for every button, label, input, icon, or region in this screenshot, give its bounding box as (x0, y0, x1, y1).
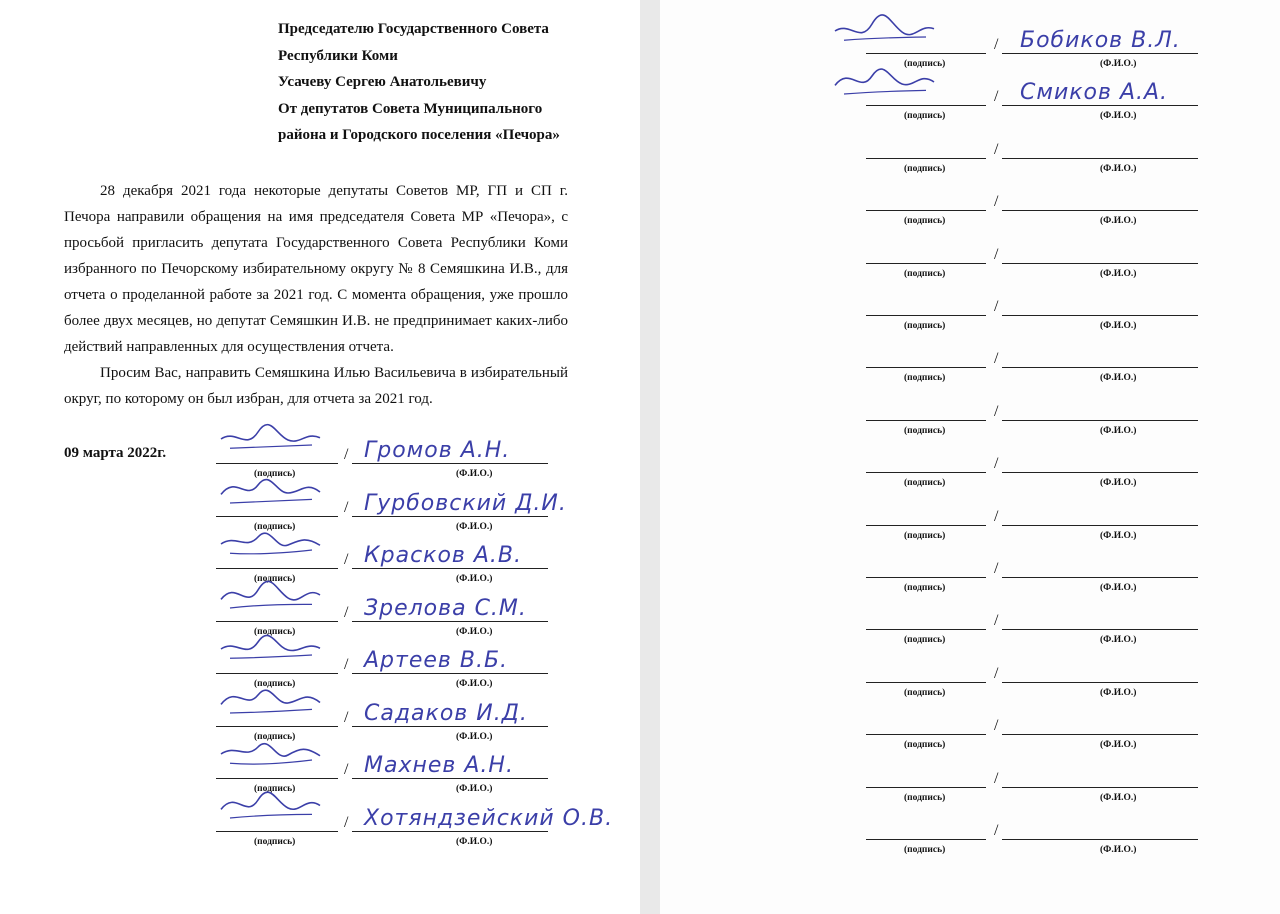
handwritten-signature (216, 622, 326, 672)
signature-line (866, 158, 986, 159)
signature-caption: (подпись) (904, 216, 946, 227)
fio-line (1002, 525, 1198, 526)
signature-caption: (подпись) (904, 59, 946, 69)
signature-caption: (подпись) (254, 469, 296, 479)
signature-row (0, 523, 640, 584)
handwritten-name: Махнев А.Н. (364, 753, 514, 778)
signature-line (866, 472, 986, 473)
fio-caption: (Ф.И.О.) (1100, 59, 1137, 69)
fio-caption: (Ф.И.О.) (1100, 583, 1137, 593)
handwritten-signature (216, 675, 326, 725)
handwritten-signature (216, 570, 326, 620)
signature-line (866, 734, 986, 735)
fio-line (352, 778, 548, 779)
fio-line (1002, 315, 1198, 316)
signature-line (866, 577, 986, 578)
separator-slash: / (344, 603, 349, 621)
separator-slash: / (994, 193, 999, 211)
signature-line (866, 839, 986, 840)
fio-line (1002, 158, 1198, 159)
handwritten-signature (830, 4, 940, 54)
fio-line (1002, 629, 1198, 630)
separator-slash: / (344, 446, 349, 463)
signature-row (660, 427, 1280, 489)
separator-slash: / (994, 245, 999, 263)
fio-line (1002, 420, 1198, 421)
separator-slash: / (994, 507, 999, 525)
letter-page-right (660, 0, 1280, 914)
signature-caption: (подпись) (904, 740, 946, 751)
fio-line (352, 831, 548, 832)
handwritten-signature (216, 727, 326, 777)
addressee-block (278, 16, 560, 149)
fio-caption: (Ф.И.О.) (1100, 687, 1137, 698)
fio-caption: (Ф.И.О.) (1100, 792, 1137, 803)
body-paragraph: Просим Вас, направить Семяшкина Илью Васильевича в избирательный округ, по которому он был избран, для отчета за 2021 год. (64, 365, 568, 407)
signature-line (866, 682, 986, 683)
signature-line (866, 105, 986, 106)
fio-line (352, 516, 548, 517)
signature-row (0, 628, 640, 689)
signature-line (866, 210, 986, 211)
signature-row (0, 786, 640, 847)
signature-caption: (подпись) (254, 784, 296, 794)
signature-row (0, 418, 640, 479)
signature-caption: (подпись) (904, 163, 946, 174)
fio-caption: (Ф.И.О.) (1100, 163, 1137, 174)
letter-date: 09 марта 2022г. (64, 445, 167, 461)
signature-caption: (подпись) (904, 635, 946, 646)
separator-slash: / (994, 88, 999, 106)
fio-caption: (Ф.И.О.) (456, 784, 493, 794)
fio-caption: (Ф.И.О.) (1100, 268, 1137, 279)
signature-caption: (подпись) (904, 845, 946, 855)
signature-caption: (подпись) (904, 478, 946, 489)
handwritten-signature (216, 780, 326, 830)
handwritten-name: Садаков И.Д. (364, 700, 528, 726)
signature-row (660, 322, 1280, 384)
signature-line (866, 420, 986, 421)
signature-caption: (подпись) (904, 425, 946, 436)
separator-slash: / (994, 717, 999, 735)
fio-caption: (Ф.И.О.) (456, 836, 493, 847)
fio-caption: (Ф.И.О.) (456, 574, 493, 584)
addressee-line: района и Городского поселения «Печора» (278, 127, 560, 143)
fio-caption: (Ф.И.О.) (1100, 425, 1137, 436)
addressee-line: Республики Коми (278, 47, 398, 64)
fio-caption: (Ф.И.О.) (1100, 740, 1137, 751)
addressee-line: Усачеву Сергею Анатольевичу (278, 74, 487, 90)
separator-slash: / (994, 455, 999, 473)
signature-row (660, 532, 1280, 593)
signature-row (660, 113, 1280, 174)
separator-slash: / (344, 761, 349, 778)
signature-row (660, 60, 1280, 122)
signature-caption: (подпись) (254, 626, 296, 637)
fio-line (1002, 577, 1198, 578)
signature-line (866, 315, 986, 316)
fio-caption: (Ф.И.О.) (456, 731, 493, 742)
signature-row (660, 270, 1280, 331)
fio-caption: (Ф.И.О.) (1100, 321, 1137, 331)
separator-slash: / (344, 656, 349, 673)
fio-line (352, 568, 548, 569)
separator-slash: / (994, 402, 999, 420)
signature-row (660, 742, 1280, 803)
signature-line (866, 629, 986, 630)
handwritten-signature (216, 412, 326, 462)
fio-line (1002, 105, 1198, 106)
separator-slash: / (994, 350, 999, 368)
separator-slash: / (344, 498, 349, 516)
handwritten-name: Громов А.Н. (364, 438, 511, 463)
signature-row (660, 584, 1280, 646)
body-paragraph: 28 декабря 2021 года некоторые депутаты Советов МР, ГП и СП г. Печора направили обращения на имя председателя Совета МР «Печора», с просьбой пригласить депутата Государственного Совета Республики Коми избранного по Печорскому избирательному округу № 8 Семяшкина И.В., для отчета о проделанной работе за 2021 год. С момента обращения, уже прошло более двух месяцев, но депутат Семяшкин И.В. не предпринимает каких-либо действий направленных для осуществления отчета. (64, 183, 568, 355)
signature-caption: (подпись) (904, 321, 946, 331)
signature-caption: (подпись) (904, 111, 946, 122)
signature-row (660, 375, 1280, 436)
signature-caption: (подпись) (254, 731, 296, 742)
handwritten-signature (216, 517, 326, 567)
fio-caption: (Ф.И.О.) (456, 521, 493, 532)
separator-slash: / (994, 140, 999, 158)
fio-caption: (Ф.И.О.) (1100, 478, 1137, 489)
handwritten-name: Хотяндзейский О.В. (364, 805, 614, 831)
separator-slash: / (994, 298, 999, 315)
fio-caption: (Ф.И.О.) (1100, 530, 1137, 541)
letter-body (64, 178, 568, 412)
fio-line (1002, 367, 1198, 368)
signature-line (866, 787, 986, 788)
signature-row (660, 165, 1280, 227)
signature-line (866, 525, 986, 526)
handwritten-name: Красков А.В. (364, 543, 522, 568)
signature-row (0, 576, 640, 637)
handwritten-name: Гурбовский Д.И. (364, 490, 567, 516)
fio-caption: (Ф.И.О.) (456, 679, 493, 689)
separator-slash: / (994, 612, 999, 630)
fio-line (1002, 682, 1198, 683)
fio-caption: (Ф.И.О.) (1100, 845, 1137, 855)
fio-caption: (Ф.И.О.) (456, 626, 493, 637)
signature-row (660, 689, 1280, 751)
separator-slash: / (994, 664, 999, 682)
fio-line (1002, 839, 1198, 840)
fio-caption: (Ф.И.О.) (1100, 373, 1137, 384)
fio-caption: (Ф.И.О.) (1100, 635, 1137, 646)
fio-line (1002, 53, 1198, 54)
separator-slash: / (994, 822, 999, 839)
separator-slash: / (994, 769, 999, 787)
fio-line (1002, 787, 1198, 788)
addressee-line: От депутатов Совета Муниципального (278, 100, 543, 117)
signature-line (216, 831, 338, 832)
signature-row (0, 733, 640, 794)
signature-line (866, 53, 986, 54)
handwritten-signature (216, 465, 326, 515)
signature-line (866, 263, 986, 264)
handwritten-name: Смиков А.А. (1020, 80, 1169, 106)
fio-line (1002, 210, 1198, 211)
addressee-line: Председателю Государственного Совета (278, 21, 549, 37)
handwritten-signature (830, 56, 940, 106)
signature-row (660, 8, 1280, 69)
handwritten-name: Зрелова С.М. (364, 595, 527, 621)
fio-caption: (Ф.И.О.) (1100, 111, 1137, 122)
fio-line (1002, 734, 1198, 735)
separator-slash: / (344, 551, 349, 568)
signature-caption: (подпись) (254, 574, 296, 584)
separator-slash: / (994, 560, 999, 577)
handwritten-name: Бобиков В.Л. (1020, 28, 1181, 53)
signature-row (0, 471, 640, 532)
signature-caption: (подпись) (904, 530, 946, 541)
signature-caption: (подпись) (904, 792, 946, 803)
fio-caption: (Ф.И.О.) (456, 469, 493, 479)
signature-row (660, 637, 1280, 698)
signature-row (660, 794, 1280, 855)
signature-row (0, 681, 640, 742)
signature-row (660, 480, 1280, 541)
signature-caption: (подпись) (904, 687, 946, 698)
signature-caption: (подпись) (254, 836, 296, 847)
separator-slash: / (344, 813, 349, 831)
fio-caption: (Ф.И.О.) (1100, 216, 1137, 227)
fio-line (1002, 263, 1198, 264)
handwritten-name: Артеев В.Б. (364, 648, 509, 673)
signature-caption: (подпись) (904, 268, 946, 279)
fio-line (1002, 472, 1198, 473)
signature-caption: (подпись) (254, 521, 296, 532)
signature-row (660, 218, 1280, 279)
signature-caption: (подпись) (904, 583, 946, 593)
separator-slash: / (344, 708, 349, 726)
fio-line (352, 621, 548, 622)
signature-line (866, 367, 986, 368)
fio-line (352, 673, 548, 674)
signature-caption: (подпись) (904, 373, 946, 384)
separator-slash: / (994, 36, 999, 53)
fio-line (352, 726, 548, 727)
signature-caption: (подпись) (254, 679, 296, 689)
fio-line (352, 463, 548, 464)
